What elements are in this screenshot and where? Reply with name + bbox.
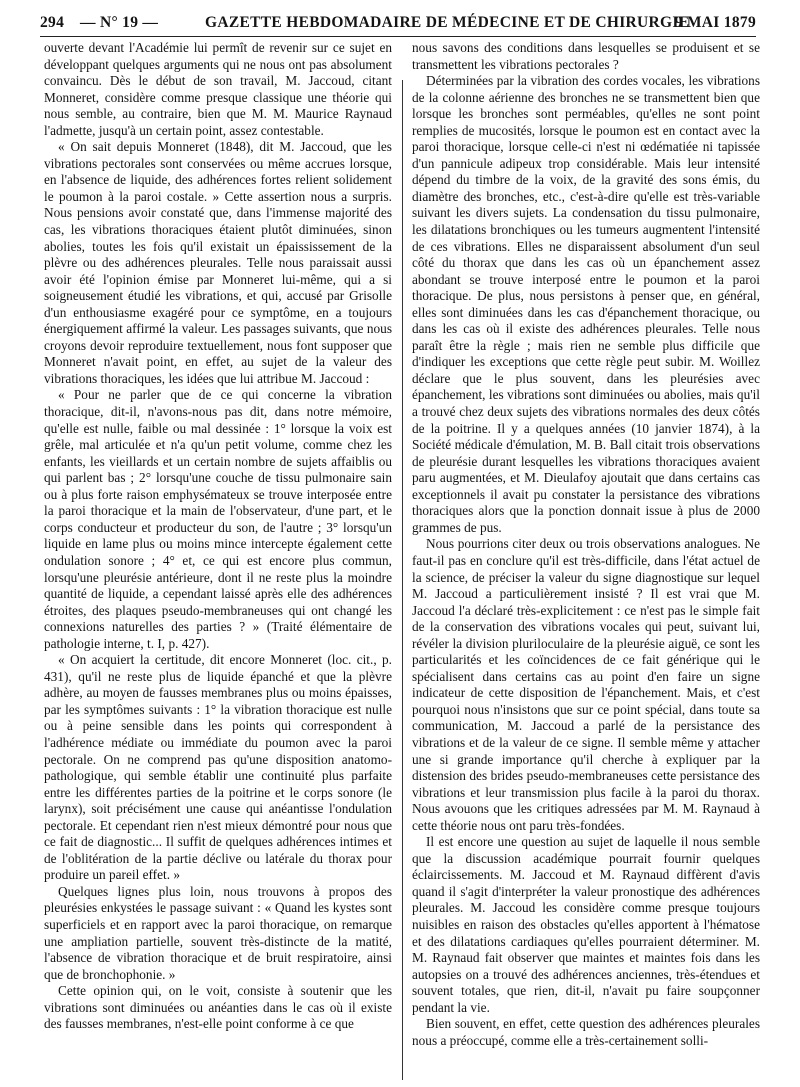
paragraph: « On acquiert la certitude, dit encore Monneret (loc. cit., p. 431), qu'il ne reste plus de liquide épanché et que la plèvre adhère, au moyen de fausses membranes plus ou moins épaisses, par les symptômes suivants : 1° la vibration thoracique est nulle ou à peine sensible dans les points qui correspondent à l'adhérence médiate ou immédiate du poumon avec la paroi pectorale. On ne comprend pas qu'une disposition anatomo-pathologique, qui semble établir une continuité plus parfaite entre les différentes parties de la poitrine et le corps sonore (le larynx), soit précisément une cause qui anéantisse l'ondulation pectorale. Et cependant rien n'est mieux démontré pour nous que ce fait de diagnostic... Il suffit de quelques adhérences intimes et de l'oblitération de la partie déclive ou latérale du thorax pour produire un pareil effet. » (44, 652, 392, 883)
paragraph: Cette opinion qui, on le voit, consiste à soutenir que les vibrations sont diminuées ou anéanties dans le cas où il existe des fausses membranes, n'est-elle point conforme à ce que (44, 983, 392, 1032)
paragraph: « Pour ne parler que de ce qui concerne la vibration thoracique, dit-il, n'avons-nous pas dit, dans notre mémoire, qu'elle est nulle, faible ou mal dessinée : 1° lorsque la voix est grêle, mal articulée et n'a qu'un petit volume, comme chez les enfants, les vieillards et un certain nombre de sujets affaiblis ou qui parlent bas ; 2° lorsqu'une couche de tissu pulmonaire sain ou à plus forte raison emphysémateux se trouve interposée entre la paroi thoracique et la main de l'observateur, d'une part, et le corps conducteur et producteur du son, de l'autre ; 3° lorsqu'un liquide en lame plus ou moins mince intercepte également cette ondulation sonore ; 4° et, ce qui est encore plus commun, lorsqu'une pleurésie antérieure, dont il ne reste plus la moindre quantité de liquide, a cependant laissé après elle des adhérences étroites, des plaques pseudo-membraneuses qui ont changé les connexions naturelles des parties ? » (Traité élémentaire de pathologie interne, t. I, p. 427). (44, 387, 392, 651)
journal-title: GAZETTE HEBDOMADAIRE DE MÉDECINE ET DE CHIRURGIE (205, 14, 690, 31)
issue-date: 9 MAI 1879 (674, 14, 756, 31)
paragraph: nous savons des conditions dans lesquelles se produisent et se transmettent les vibrations pectorales ? (412, 40, 760, 72)
paragraph: Déterminées par la vibration des cordes vocales, les vibrations de la colonne aérienne des bronches ne se transmettent bien que lorsque les bronches sont perméables, qu'elles ne sont point remplies de mucosités, lorsque le poumon est en contact avec la paroi thoracique, lorsque celle-ci n'est ni œdématiée ni tapissée d'un pannicule adipeux trop considérable. Mais leur intensité dépend du timbre de la voix, de la gravité des sons émis, du diamètre des bronches, etc., c'est-à-dire qu'elle est très-variable suivant les divers sujets. La condensation du tissu pulmonaire, les dilatations bronchiques ou les tumeurs augmentent l'intensité de ces vibrations. Elles ne disparaissent absolument d'un seul côté du thorax que dans les cas où un épanchement assez abondant se trouve interposé entre le poumon et la paroi thoracique. De plus, nous persistons à penser que, en général, elles sont diminuées dans les cas d'épanchement thoracique, ou dans les cas où il existe des adhérences pleurales. Telle nous paraît être la règle ; mais rien ne semble plus difficile que d'indiquer les exceptions que cette règle peut subir. M. Woillez déclare que le plus souvent, dans les pleurésies avec épanchement, les vibrations sont diminuées ou abolies, mais qu'il a trouvé chez deux sujets des vibrations normales des deux côtés de la poitrine. Il y a quelques années (10 janvier 1874), à la Société médicale d'émulation, M. B. Ball citait trois observations de pleurésie durant lesquelles les vibrations thoraciques avaient paru augmentées, et M. Dieulafoy ajoutait que dans certains cas exceptionnels il avait pu constater la persistance des vibrations thoraciques alors que la ponction donnait issue à plus de 2000 grammes de pus. (412, 73, 760, 535)
paragraph: Quelques lignes plus loin, nous trouvons à propos des pleurésies enkystées le passage suivant : « Quand les kystes sont superficiels et en rapport avec la paroi thoracique, on remarque une ampliation partielle, souvent très-distincte de la matité, l'absence de vibration thoracique et de bruit respiratoire, ainsi que de bronchophonie. » (44, 883, 392, 982)
page-number: 294 (40, 14, 65, 31)
paragraph: Nous pourrions citer deux ou trois observations analogues. Ne faut-il pas en conclure qu'il est très-difficile, dans l'état actuel de la science, de préciser la valeur du signe diagnostique sur lequel M. Jaccoud a particulièrement insisté ? Il est vrai que M. Jaccoud l'a déclaré très-explicitement : ce n'est pas le simple fait de la conservation des vibrations vocales qui peut, suivant lui, révéler la division pluriloculaire de la pleurésie aiguë, ce sont les particularités et les coïncidences de ce fait générique qui le spécialisent dans certains cas au point d'en faire un signe indicateur de cette disposition de l'épanchement. Mais, et c'est pourquoi nous n'insistons que sur ce point spécial, dans toute sa communication, M. Jaccoud a parlé de la persistance des vibrations et de la valeur de ce signe. Il semble même y attacher une si grande importance qu'il cherche à expliquer par la distension des brides pseudo-membraneuses cette persistance des vibrations et leur transmission plus facile à la paroi du thorax. Nous avouons que les critiques adressées par M. M. Raynaud à cette théorie nous ont paru très-fondées. (412, 536, 760, 833)
right-column (412, 40, 760, 1085)
issue-number: — N° 19 — (80, 14, 159, 31)
header-rule (40, 36, 756, 37)
left-column (44, 40, 392, 1085)
paragraph: Bien souvent, en effet, cette question des adhérences pleurales nous a préoccupé, comme elle a très-certainement solli- (412, 1016, 760, 1048)
paragraph: Il est encore une question au sujet de laquelle il nous semble que la discussion académique pourrait fournir quelques éclaircissements. M. Jaccoud et M. Raynaud diffèrent d'avis quand il s'agit d'interpréter la valeur pronostique des adhérences pleurales. M. Jaccoud les considère comme presque toujours nuisibles en raison des obstacles qu'elles apportent à l'hématose et des dilatations cardiaques qu'elles pourraient déterminer. M. M. Raynaud fait observer que maintes et maintes fois dans les autopsies on a trouvé des adhérences anciennes, très-étendues et souvent totales, que rien, dit-il, n'avait pu faire soupçonner pendant la vie. (412, 834, 760, 1015)
column-divider (402, 80, 403, 1080)
paragraph: « On sait depuis Monneret (1848), dit M. Jaccoud, que les vibrations pectorales sont conservées ou même accrues lorsque, en l'absence de liquide, des adhérences fortes relient solidement le poumon à la paroi costale. » Cette assertion nous a surpris. Nous pensions avoir constaté que, dans l'immense majorité des cas, les vibrations thoraciques étaient plutôt diminuées, sinon abolies, toutes les fois qu'il existait un épaississement de la plèvre ou des adhérences pleurales. Telle nous paraissait aussi avoir été l'opinion émise par Monneret lui-même, qui a si soigneusement étudié les vibrations, et qui, accusé par Grisolle d'un enthousiasme exagéré pour ce symptôme, en a toujours énergiquement affirmé la valeur. Les passages suivants, que nous croyons devoir reproduire textuellement, nous font supposer que Monneret n'avait point, en effet, au sujet de la valeur des vibrations thoraciques, les idées que lui attribue M. Jaccoud : (44, 139, 392, 386)
page-header (40, 8, 756, 34)
paragraph: ouverte devant l'Académie lui permît de revenir sur ce sujet en développant quelques arguments qui ne nous ont pas absolument convaincu. Dès le début de son travail, M. Jaccoud, citant Monneret, considère comme presque classique une théorie qui nous semble, au contraire, bien que M. M. Maurice Raynaud l'admette, jusqu'à un certain point, assez contestable. (44, 40, 392, 138)
